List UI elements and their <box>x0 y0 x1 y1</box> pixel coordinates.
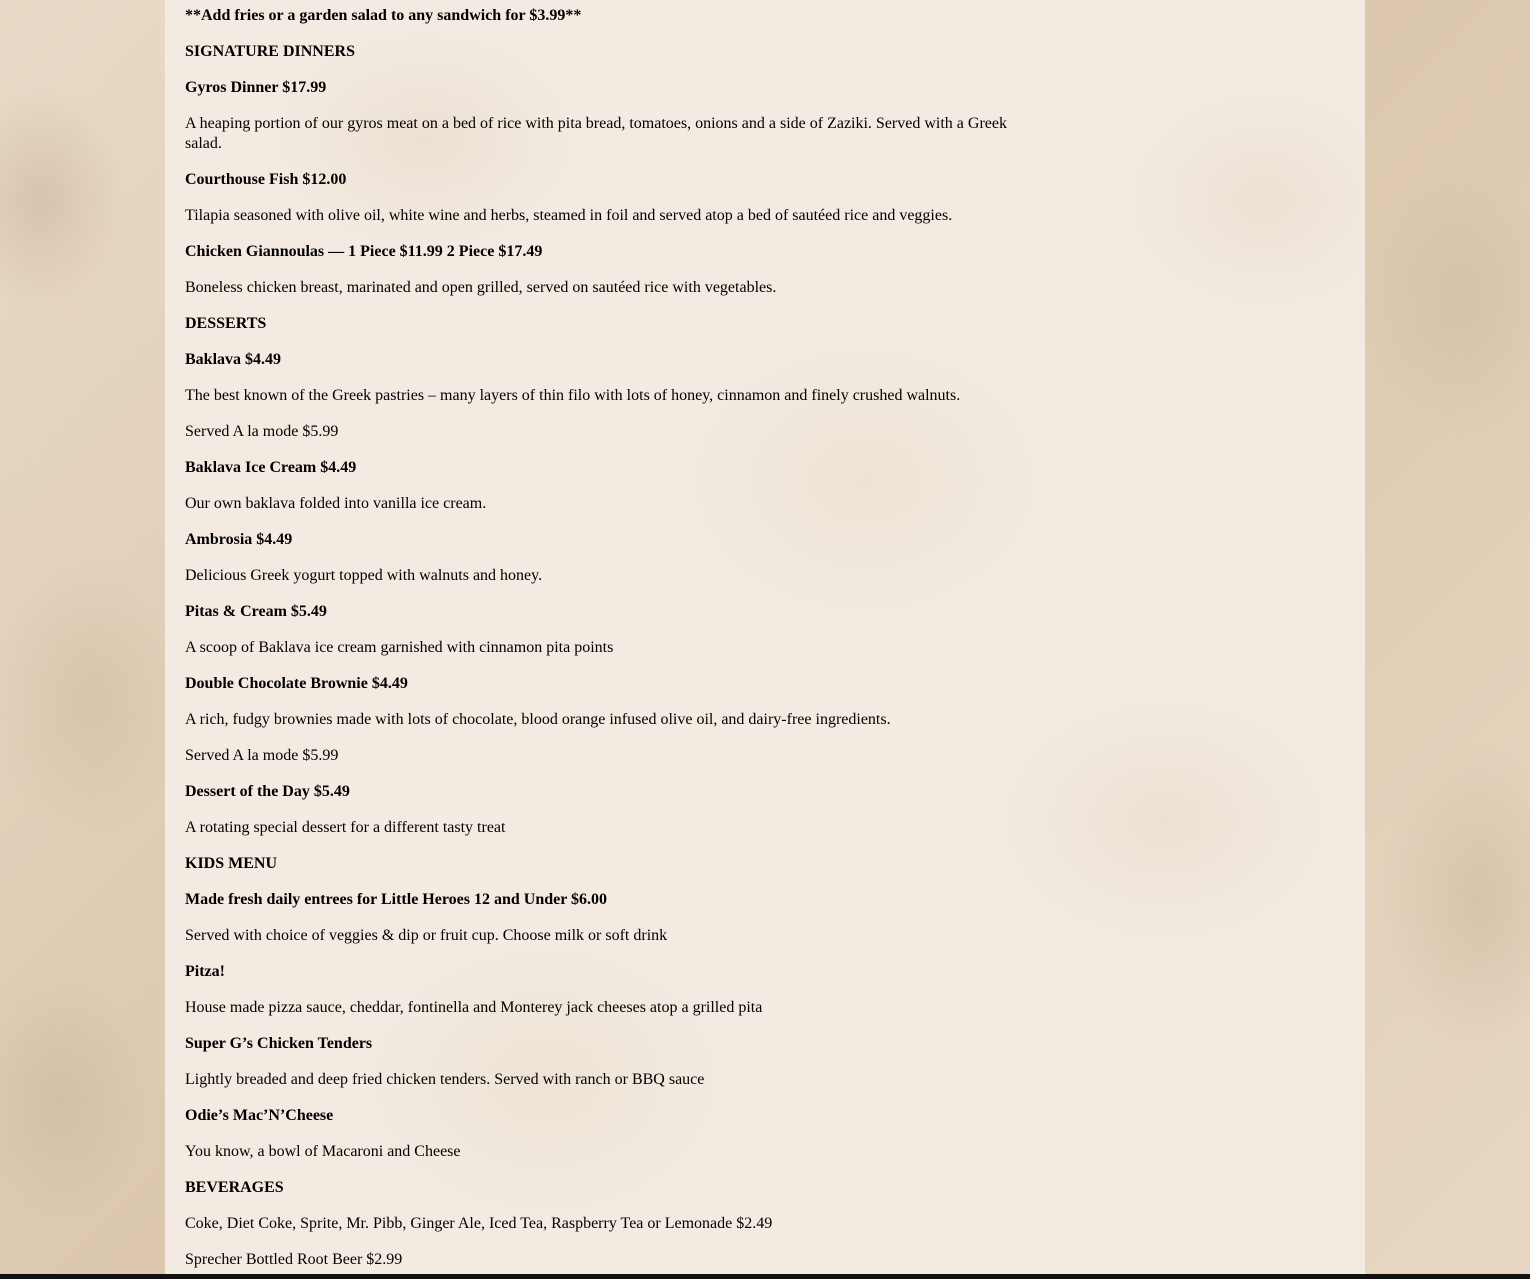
section-heading-kids-menu: KIDS MENU <box>185 855 278 872</box>
menu-item-title: Courthouse Fish $12.00 <box>185 171 347 188</box>
menu-item-title: Gyros Dinner $17.99 <box>185 79 327 96</box>
beverage-item: Coke, Diet Coke, Sprite, Mr. Pibb, Ginger Ale, Iced Tea, Raspberry Tea or Lemonade $2.49 <box>185 1215 773 1232</box>
menu-item-description: A heaping portion of our gyros meat on a bed of rice with pita bread, tomatoes, onions and a side of Zaziki. Served with a Greek salad. <box>185 115 1007 152</box>
sandwich-note: **Add fries or a garden salad to any sandwich for $3.99** <box>185 7 582 24</box>
menu-content <box>185 6 1015 1279</box>
menu-item-title: Baklava Ice Cream $4.49 <box>185 459 357 476</box>
menu-item-description: Tilapia seasoned with olive oil, white wine and herbs, steamed in foil and served atop a bed of sautéed rice and veggies. <box>185 207 953 224</box>
menu-item-title: Pitza! <box>185 963 225 980</box>
kids-menu-intro-description: Served with choice of veggies & dip or fruit cup. Choose milk or soft drink <box>185 927 668 944</box>
beverage-item: Sprecher Bottled Root Beer $2.99 <box>185 1251 403 1268</box>
menu-item-title: Odie’s Mac’N’Cheese <box>185 1107 334 1124</box>
section-heading-desserts: DESSERTS <box>185 315 267 332</box>
menu-item-title: Double Chocolate Brownie $4.49 <box>185 675 408 692</box>
menu-item-title: Super G’s Chicken Tenders <box>185 1035 373 1052</box>
menu-item-title: Baklava $4.49 <box>185 351 282 368</box>
menu-item-description: Boneless chicken breast, marinated and open grilled, served on sautéed rice with vegetables. <box>185 279 777 296</box>
menu-item-title: Dessert of the Day $5.49 <box>185 783 350 800</box>
menu-item-description: You know, a bowl of Macaroni and Cheese <box>185 1143 461 1160</box>
menu-item-title: Pitas & Cream $5.49 <box>185 603 327 620</box>
menu-item-title: Ambrosia $4.49 <box>185 531 293 548</box>
menu-item-description: Lightly breaded and deep fried chicken tenders. Served with ranch or BBQ sauce <box>185 1071 705 1088</box>
menu-item-description: Our own baklava folded into vanilla ice cream. <box>185 495 487 512</box>
section-heading-signature-dinners: SIGNATURE DINNERS <box>185 43 355 60</box>
menu-item-title: Chicken Giannoulas — 1 Piece $11.99 2 Piece $17.49 <box>185 243 543 260</box>
menu-item-description: A scoop of Baklava ice cream garnished with cinnamon pita points <box>185 639 614 656</box>
menu-item-description: The best known of the Greek pastries – many layers of thin filo with lots of honey, cinnamon and finely crushed walnuts. <box>185 387 961 404</box>
kids-menu-intro-title: Made fresh daily entrees for Little Heroes 12 and Under $6.00 <box>185 891 608 908</box>
menu-item-note: Served A la mode $5.99 <box>185 747 339 764</box>
menu-item-description: A rich, fudgy brownies made with lots of chocolate, blood orange infused olive oil, and dairy-free ingredients. <box>185 711 891 728</box>
menu-item-description: Delicious Greek yogurt topped with walnuts and honey. <box>185 567 543 584</box>
menu-item-description: House made pizza sauce, cheddar, fontinella and Monterey jack cheeses atop a grilled pita <box>185 999 763 1016</box>
menu-item-note: Served A la mode $5.99 <box>185 423 339 440</box>
bottom-edge-bar <box>0 1274 1530 1279</box>
section-heading-beverages: BEVERAGES <box>185 1179 284 1196</box>
menu-item-description: A rotating special dessert for a different tasty treat <box>185 819 506 836</box>
